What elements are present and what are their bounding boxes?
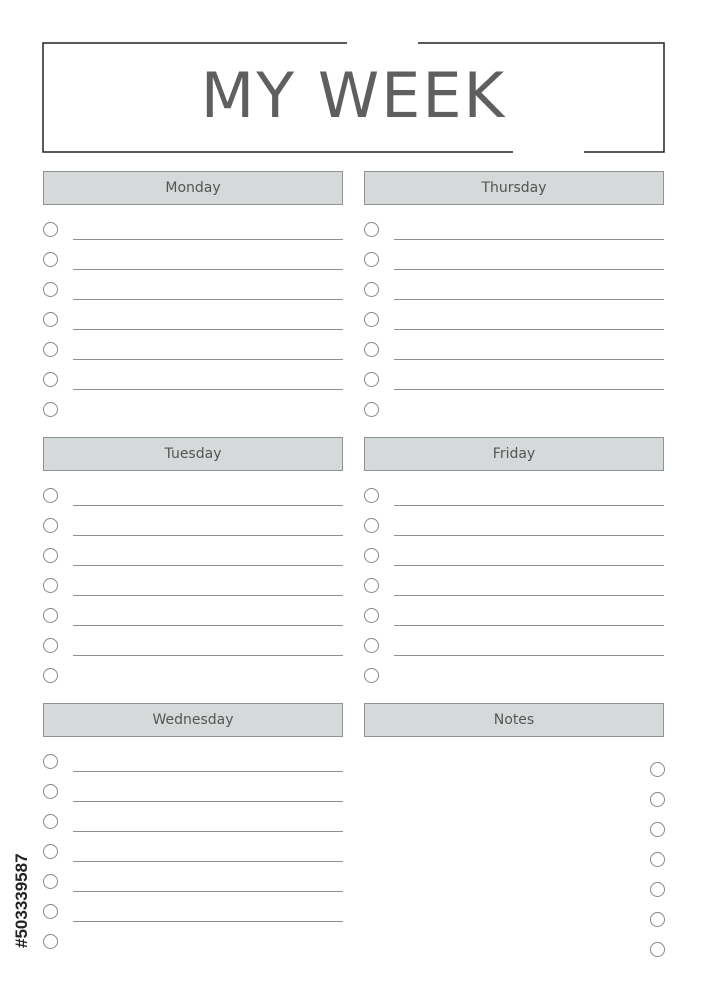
task-checkbox[interactable] — [43, 342, 58, 357]
page-title: MY WEEK — [200, 59, 507, 132]
task-checkbox[interactable] — [43, 372, 58, 387]
notes-checkbox[interactable] — [650, 762, 665, 777]
task-line[interactable] — [73, 359, 343, 360]
task-line[interactable] — [73, 565, 343, 566]
task-checkbox[interactable] — [364, 638, 379, 653]
task-line[interactable] — [73, 861, 343, 862]
task-row — [364, 312, 664, 342]
task-checkbox[interactable] — [43, 934, 58, 949]
notes-checkbox[interactable] — [650, 882, 665, 897]
task-row — [364, 578, 664, 608]
watermark-id — [8, 760, 32, 950]
task-row — [43, 608, 343, 638]
task-checkbox[interactable] — [43, 904, 58, 919]
task-checkbox[interactable] — [364, 608, 379, 623]
task-line[interactable] — [394, 655, 664, 656]
task-line[interactable] — [73, 655, 343, 656]
task-row — [43, 518, 343, 548]
notes-checkbox[interactable] — [650, 852, 665, 867]
task-line[interactable] — [394, 329, 664, 330]
task-checkbox[interactable] — [364, 402, 379, 417]
task-line[interactable] — [394, 299, 664, 300]
task-row — [364, 608, 664, 638]
task-checkbox[interactable] — [43, 518, 58, 533]
task-checkbox[interactable] — [364, 342, 379, 357]
task-checkbox[interactable] — [364, 222, 379, 237]
task-row — [43, 904, 343, 934]
task-row — [43, 312, 343, 342]
task-line[interactable] — [73, 389, 343, 390]
task-checkbox[interactable] — [43, 402, 58, 417]
task-row — [364, 488, 664, 518]
task-line[interactable] — [394, 565, 664, 566]
watermark-id-text: #503339587 — [12, 853, 31, 948]
task-checkbox[interactable] — [364, 252, 379, 267]
task-row — [43, 252, 343, 282]
task-line[interactable] — [73, 595, 343, 596]
notes-checkbox[interactable] — [650, 792, 665, 807]
task-line[interactable] — [73, 239, 343, 240]
task-checkbox[interactable] — [364, 518, 379, 533]
task-line[interactable] — [73, 801, 343, 802]
task-checkbox[interactable] — [43, 252, 58, 267]
task-line[interactable] — [73, 921, 343, 922]
task-line[interactable] — [73, 299, 343, 300]
task-line[interactable] — [394, 389, 664, 390]
day-header-wednesday: Wednesday — [43, 703, 343, 737]
task-row — [43, 754, 343, 784]
day-header-monday: Monday — [43, 171, 343, 205]
task-checkbox[interactable] — [43, 282, 58, 297]
task-row — [364, 252, 664, 282]
task-row — [43, 282, 343, 312]
task-line[interactable] — [73, 771, 343, 772]
task-row — [364, 548, 664, 578]
task-line[interactable] — [394, 239, 664, 240]
task-row — [43, 222, 343, 252]
notes-checkbox[interactable] — [650, 942, 665, 957]
task-checkbox[interactable] — [43, 754, 58, 769]
task-line[interactable] — [394, 625, 664, 626]
task-line[interactable] — [394, 359, 664, 360]
task-checkbox[interactable] — [364, 488, 379, 503]
notes-checkbox[interactable] — [650, 912, 665, 927]
task-checkbox[interactable] — [43, 222, 58, 237]
task-row — [43, 548, 343, 578]
day-header-thursday: Thursday — [364, 171, 664, 205]
title-frame — [0, 0, 707, 160]
day-header-tuesday: Tuesday — [43, 437, 343, 471]
notes-checkbox[interactable] — [650, 822, 665, 837]
task-row — [43, 874, 343, 904]
task-checkbox[interactable] — [43, 784, 58, 799]
task-row — [43, 488, 343, 518]
task-checkbox[interactable] — [43, 668, 58, 683]
task-row — [43, 934, 343, 964]
task-checkbox[interactable] — [364, 312, 379, 327]
task-checkbox[interactable] — [43, 312, 58, 327]
notes-header: Notes — [364, 703, 664, 737]
task-row — [364, 518, 664, 548]
task-row — [364, 342, 664, 372]
task-checkbox[interactable] — [364, 578, 379, 593]
task-row — [364, 372, 664, 402]
task-checkbox[interactable] — [43, 488, 58, 503]
task-checkbox[interactable] — [43, 608, 58, 623]
task-checkbox[interactable] — [43, 814, 58, 829]
task-checkbox[interactable] — [43, 874, 58, 889]
task-row — [43, 784, 343, 814]
task-checkbox[interactable] — [43, 844, 58, 859]
task-checkbox[interactable] — [364, 372, 379, 387]
task-line[interactable] — [73, 269, 343, 270]
task-line[interactable] — [394, 269, 664, 270]
task-row — [43, 668, 343, 698]
task-line[interactable] — [73, 891, 343, 892]
task-line[interactable] — [73, 505, 343, 506]
task-row — [43, 402, 343, 432]
task-row — [43, 342, 343, 372]
task-row — [364, 668, 664, 698]
task-checkbox[interactable] — [364, 282, 379, 297]
task-line[interactable] — [73, 329, 343, 330]
task-line[interactable] — [394, 505, 664, 506]
task-row — [43, 638, 343, 668]
day-header-friday: Friday — [364, 437, 664, 471]
task-row — [364, 638, 664, 668]
task-row — [43, 814, 343, 844]
task-line[interactable] — [73, 831, 343, 832]
task-row — [43, 578, 343, 608]
task-row — [364, 222, 664, 252]
task-row — [364, 282, 664, 312]
task-line[interactable] — [394, 535, 664, 536]
task-line[interactable] — [394, 595, 664, 596]
task-line[interactable] — [73, 625, 343, 626]
task-checkbox[interactable] — [364, 668, 379, 683]
task-line[interactable] — [73, 535, 343, 536]
task-checkbox[interactable] — [43, 548, 58, 563]
task-checkbox[interactable] — [43, 578, 58, 593]
task-checkbox[interactable] — [43, 638, 58, 653]
task-row — [43, 844, 343, 874]
task-row — [43, 372, 343, 402]
task-row — [364, 402, 664, 432]
task-checkbox[interactable] — [364, 548, 379, 563]
